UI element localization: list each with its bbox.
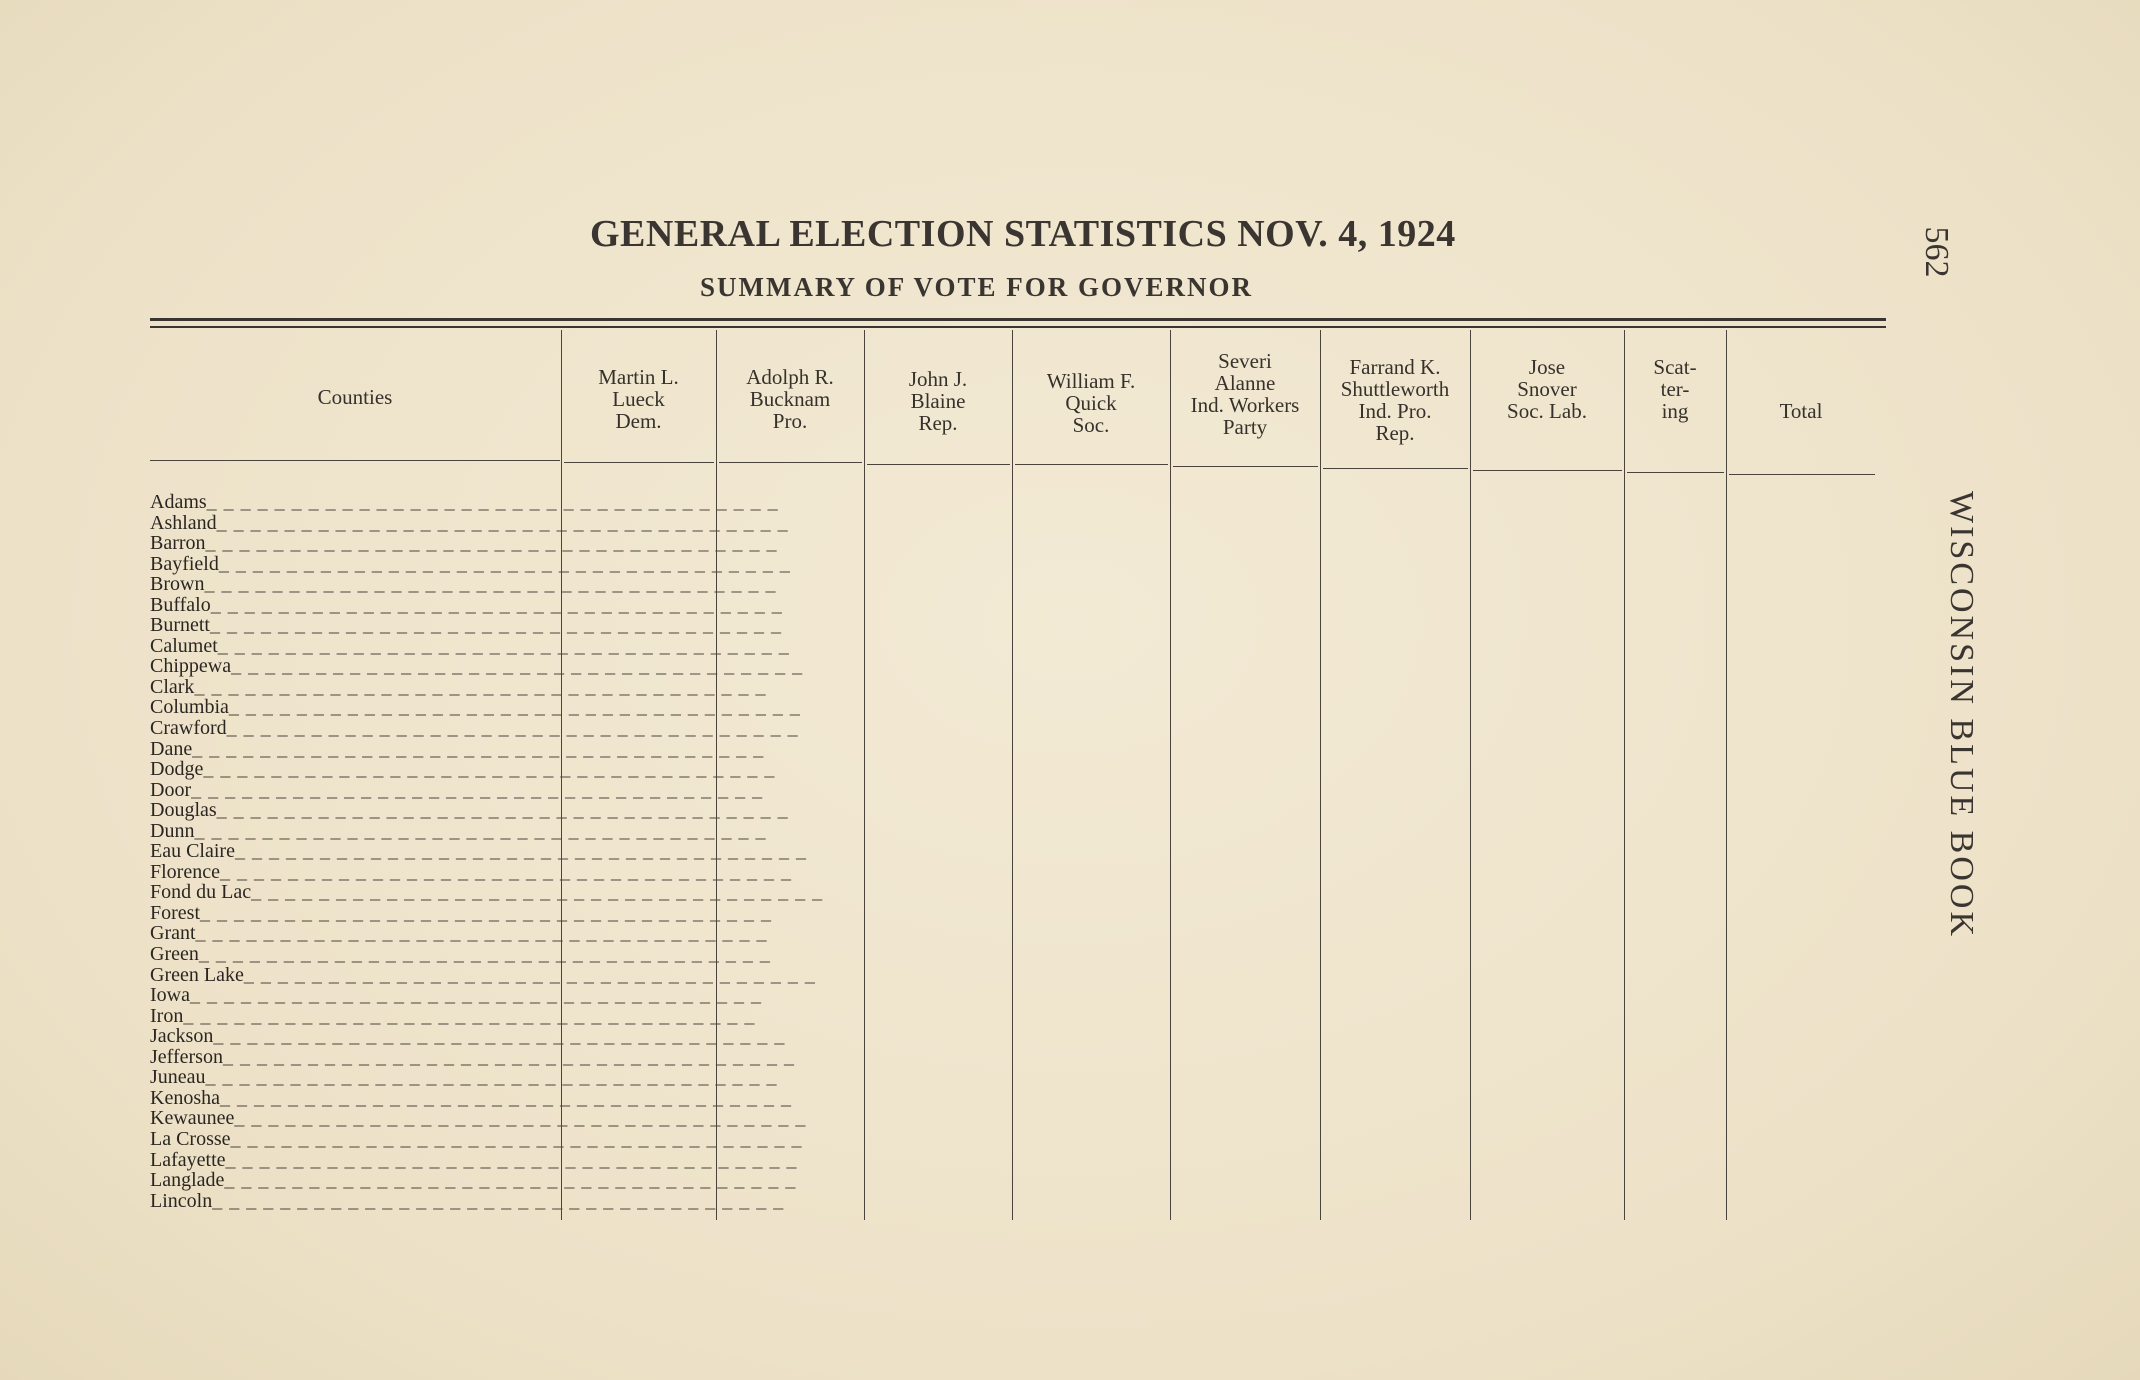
county-name — [150, 799, 789, 822]
leader-dots: _ _ _ _ _ _ _ _ _ _ _ _ _ _ _ _ _ _ _ _ _ _ _ _ _ _ _ _ _ _ _ _ _ _ — [222, 1045, 795, 1068]
page-title: GENERAL ELECTION STATISTICS NOV. 4, 1924 — [590, 213, 1456, 255]
leader-dots: _ _ _ _ _ _ _ _ _ _ _ _ _ _ _ _ _ _ _ _ _ _ _ _ _ _ _ _ _ _ _ _ _ _ — [204, 573, 777, 596]
header-underline — [1729, 474, 1875, 475]
leader-dots: _ _ _ _ _ _ _ _ _ _ _ _ _ _ _ _ _ _ _ _ _ _ _ _ _ _ _ _ _ _ _ _ _ _ — [189, 984, 762, 1007]
county-label: Lafayette — [150, 1148, 226, 1171]
leader-dots: _ _ _ _ _ _ _ _ _ _ _ _ _ _ _ _ _ _ _ _ _ _ _ _ _ _ _ _ _ _ _ _ _ _ — [218, 552, 791, 575]
county-name — [150, 655, 804, 678]
header-underline — [867, 464, 1010, 465]
county-label: Florence — [150, 860, 220, 883]
leader-dots: _ _ _ _ _ _ _ _ _ _ _ _ _ _ _ _ _ _ _ _ _ _ _ _ _ _ _ _ _ _ _ _ _ _ — [206, 491, 779, 513]
leader-dots: _ _ _ _ _ _ _ _ _ _ _ _ _ _ _ _ _ _ _ _ _ _ _ _ _ _ _ _ _ _ _ _ _ _ — [183, 1004, 756, 1027]
leader-dots: _ _ _ _ _ _ _ _ _ _ _ _ _ _ _ _ _ _ _ _ _ _ _ _ _ _ _ _ _ _ _ _ _ _ — [234, 840, 807, 863]
county-label: Barron — [150, 532, 206, 555]
column-divider — [1624, 330, 1625, 1220]
county-label: Ashland — [150, 511, 217, 534]
county-label: Jefferson — [150, 1045, 223, 1068]
header-underline — [1015, 464, 1168, 465]
header-blaine: John J. Blaine Rep. — [908, 367, 968, 435]
leader-dots: _ _ _ _ _ _ _ _ _ _ _ _ _ _ _ _ _ _ _ _ _ _ _ _ _ _ _ _ _ _ _ _ _ _ — [192, 737, 765, 760]
leader-dots: _ _ _ _ _ _ _ _ _ _ _ _ _ _ _ _ _ _ _ _ _ _ _ _ _ _ _ _ _ _ _ _ _ _ — [205, 1066, 778, 1089]
column-divider — [864, 330, 865, 1220]
county-name — [150, 717, 799, 740]
header-underline — [719, 462, 862, 463]
county-name — [150, 593, 783, 616]
leader-dots: _ _ _ _ _ _ _ _ _ _ _ _ _ _ _ _ _ _ _ _ _ _ _ _ _ _ _ _ _ _ _ _ _ _ — [226, 717, 799, 740]
header-scattering: Scat- ter- ing — [1653, 355, 1697, 423]
county-name — [150, 532, 778, 555]
county-label: Chippewa — [150, 655, 232, 678]
county-label: Burnett — [150, 614, 210, 637]
county-name — [150, 573, 777, 596]
county-label: La Crosse — [150, 1127, 231, 1150]
county-label: Iron — [150, 1004, 184, 1027]
header-bucknam: Adolph R. Bucknam Pro. — [746, 365, 834, 433]
header-total: Total — [1779, 399, 1823, 423]
county-name — [150, 778, 764, 801]
county-name — [150, 963, 816, 986]
county-label: Lincoln — [150, 1189, 213, 1212]
leader-dots: _ _ _ _ _ _ _ _ _ _ _ _ _ _ _ _ _ _ _ _ _ _ _ _ _ _ _ _ _ _ _ _ _ _ — [219, 860, 792, 883]
county-label: Bayfield — [150, 552, 219, 575]
county-label: Dodge — [150, 758, 204, 781]
county-name — [150, 881, 824, 904]
leader-dots: _ _ _ _ _ _ _ _ _ _ _ _ _ _ _ _ _ _ _ _ _ _ _ _ _ _ _ _ _ _ _ _ _ _ — [210, 593, 783, 616]
county-name — [150, 1127, 803, 1150]
top-rule-thin — [150, 326, 1886, 328]
page-subtitle: SUMMARY OF VOTE FOR GOVERNOR — [700, 272, 1254, 302]
county-label: Fond du Lac — [150, 881, 252, 904]
leader-dots: _ _ _ _ _ _ _ _ _ _ _ _ _ _ _ _ _ _ _ _ _ _ _ _ _ _ _ _ _ _ _ _ _ _ — [194, 819, 767, 842]
header-lueck: Martin L. Lueck Dem. — [598, 365, 679, 433]
county-name — [150, 634, 790, 657]
leader-dots: _ _ _ _ _ _ _ _ _ _ _ _ _ _ _ _ _ _ _ _ _ _ _ _ _ _ _ _ _ _ _ _ _ _ — [200, 901, 772, 924]
header-underline — [150, 460, 560, 461]
leader-dots: _ _ _ _ _ _ _ _ _ _ _ _ _ _ _ _ _ _ _ _ _ _ _ _ _ _ _ _ _ _ _ _ _ _ — [219, 1086, 792, 1109]
column-divider — [1170, 330, 1171, 1220]
header-underline — [1323, 468, 1468, 469]
county-label: Forest — [150, 901, 200, 924]
leader-dots: _ _ _ _ _ _ _ _ _ _ _ _ _ _ _ _ _ _ _ _ _ _ _ _ _ _ _ _ _ _ _ _ _ _ — [234, 1107, 807, 1130]
header-counties: Counties — [317, 385, 393, 409]
leader-dots: _ _ _ _ _ _ _ _ _ _ _ _ _ _ _ _ _ _ _ _ _ _ _ _ _ _ _ _ _ _ _ _ _ _ — [216, 511, 789, 534]
county-label: Green Lake — [150, 963, 244, 986]
header-shuttleworth: Farrand K. Shuttleworth Ind. Pro. Rep. — [1340, 355, 1450, 445]
leader-dots: _ _ _ _ _ _ _ _ _ _ _ _ _ _ _ _ _ _ _ _ _ _ _ _ _ _ _ _ _ _ _ _ _ _ — [217, 634, 790, 657]
county-label: Jackson — [150, 1025, 214, 1048]
county-label: Crawford — [150, 717, 227, 740]
leader-dots: _ _ _ _ _ _ _ _ _ _ _ _ _ _ _ _ _ _ _ _ _ _ _ _ _ _ _ _ _ _ _ _ _ _ — [194, 675, 767, 698]
leader-dots: _ _ _ _ _ _ _ _ _ _ _ _ _ _ _ _ _ _ _ _ _ _ _ _ _ _ _ _ _ _ _ _ _ _ — [210, 614, 782, 637]
header-alanne: Severi Alanne Ind. Workers Party — [1190, 349, 1300, 439]
header-underline — [1173, 466, 1318, 467]
county-name — [150, 1086, 792, 1109]
header-underline — [1473, 470, 1622, 471]
leader-dots: _ _ _ _ _ _ _ _ _ _ _ _ _ _ _ _ _ _ _ _ _ _ _ _ _ _ _ _ _ _ _ _ _ _ — [203, 758, 776, 781]
county-label: Dane — [150, 737, 193, 760]
county-name — [150, 860, 792, 883]
header-quick: William F. Quick Soc. — [1046, 369, 1136, 437]
county-name — [150, 1189, 785, 1212]
county-label: Buffalo — [150, 593, 211, 616]
county-name — [150, 984, 762, 1007]
county-label: Adams — [150, 491, 207, 513]
county-name — [150, 511, 789, 534]
county-name — [150, 552, 791, 575]
leader-dots: _ _ _ _ _ _ _ _ _ _ _ _ _ _ _ _ _ _ _ _ _ _ _ _ _ _ _ _ _ _ _ _ _ _ — [213, 1025, 786, 1048]
county-label: Juneau — [150, 1066, 206, 1089]
column-divider — [1726, 330, 1727, 1220]
county-label: Langlade — [150, 1169, 225, 1192]
leader-dots: _ _ _ _ _ _ _ _ _ _ _ _ _ _ _ _ _ _ _ _ _ _ _ _ _ _ _ _ _ _ _ _ _ _ — [231, 655, 804, 678]
column-divider — [1470, 330, 1471, 1220]
header-underline — [1627, 472, 1724, 473]
county-name — [150, 1169, 797, 1192]
county-label: Columbia — [150, 696, 229, 719]
leader-dots: _ _ _ _ _ _ _ _ _ _ _ _ _ _ _ _ _ _ _ _ _ _ _ _ _ _ _ _ _ _ _ _ _ _ — [198, 943, 771, 966]
county-name — [150, 943, 771, 966]
county-name — [150, 901, 772, 924]
county-name — [150, 922, 768, 945]
column-divider — [1320, 330, 1321, 1220]
leader-dots: _ _ _ _ _ _ _ _ _ _ _ _ _ _ _ _ _ _ _ _ _ _ _ _ _ _ _ _ _ _ _ _ _ _ — [195, 922, 768, 945]
county-label: Green — [150, 943, 199, 966]
county-label: Grant — [150, 922, 196, 945]
leader-dots: _ _ _ _ _ _ _ _ _ _ _ _ _ _ _ _ _ _ _ _ _ _ _ _ _ _ _ _ _ _ _ _ _ _ — [224, 1169, 797, 1192]
county-name — [150, 1066, 778, 1089]
county-label: Dunn — [150, 819, 195, 842]
column-divider — [1012, 330, 1013, 1220]
county-label: Iowa — [150, 984, 190, 1007]
leader-dots: _ _ _ _ _ _ _ _ _ _ _ _ _ _ _ _ _ _ _ _ _ _ _ _ _ _ _ _ _ _ _ _ _ _ — [205, 532, 778, 555]
leader-dots: _ _ _ _ _ _ _ _ _ _ _ _ _ _ _ _ _ _ _ _ _ _ _ _ _ _ _ _ _ _ _ _ _ _ — [225, 1148, 798, 1171]
county-label: Kenosha — [150, 1086, 220, 1109]
county-label: Douglas — [150, 799, 217, 822]
county-name — [150, 819, 767, 842]
county-name — [150, 840, 807, 863]
county-name — [150, 758, 776, 781]
county-name — [150, 675, 767, 698]
leader-dots: _ _ _ _ _ _ _ _ _ _ _ _ _ _ _ _ _ _ _ _ _ _ _ _ _ _ _ _ _ _ _ _ _ _ — [212, 1189, 785, 1212]
header-underline — [564, 462, 714, 463]
county-label: Kewaunee — [150, 1107, 235, 1130]
county-name — [150, 696, 801, 719]
header-snover: Jose Snover Soc. Lab. — [1507, 355, 1587, 423]
page-number: 562 — [1918, 226, 1955, 278]
county-name — [150, 1148, 798, 1171]
county-name — [150, 737, 765, 760]
county-label: Eau Claire — [150, 840, 235, 863]
book-title: WISCONSIN BLUE BOOK — [1943, 491, 1980, 939]
leader-dots: _ _ _ _ _ _ _ _ _ _ _ _ _ _ _ _ _ _ _ _ _ _ _ _ _ _ _ _ _ _ _ _ _ _ — [230, 1127, 803, 1150]
leader-dots: _ _ _ _ _ _ _ _ _ _ _ _ _ _ _ _ _ _ _ _ _ _ _ _ _ _ _ _ _ _ _ _ _ _ — [228, 696, 801, 719]
county-name — [150, 1025, 786, 1048]
county-name — [150, 1107, 807, 1130]
county-label: Clark — [150, 675, 195, 698]
leader-dots: _ _ _ _ _ _ _ _ _ _ _ _ _ _ _ _ _ _ _ _ _ _ _ _ _ _ _ _ _ _ _ _ _ _ — [243, 963, 816, 986]
county-name — [150, 614, 782, 637]
top-rule — [150, 318, 1886, 321]
county-label: Brown — [150, 573, 205, 596]
county-name — [150, 1045, 795, 1068]
county-name — [150, 1004, 756, 1027]
leader-dots: _ _ _ _ _ _ _ _ _ _ _ _ _ _ _ _ _ _ _ _ _ _ _ _ _ _ _ _ _ _ _ _ _ _ — [191, 778, 764, 801]
leader-dots: _ _ _ _ _ _ _ _ _ _ _ _ _ _ _ _ _ _ _ _ _ _ _ _ _ _ _ _ _ _ _ _ _ _ — [216, 799, 789, 822]
leader-dots: _ _ _ _ _ _ _ _ _ _ _ _ _ _ _ _ _ _ _ _ _ _ _ _ _ _ _ _ _ _ _ _ _ _ — [251, 881, 824, 904]
county-label: Door — [150, 778, 192, 801]
county-name — [150, 491, 779, 513]
county-label: Calumet — [150, 634, 218, 657]
